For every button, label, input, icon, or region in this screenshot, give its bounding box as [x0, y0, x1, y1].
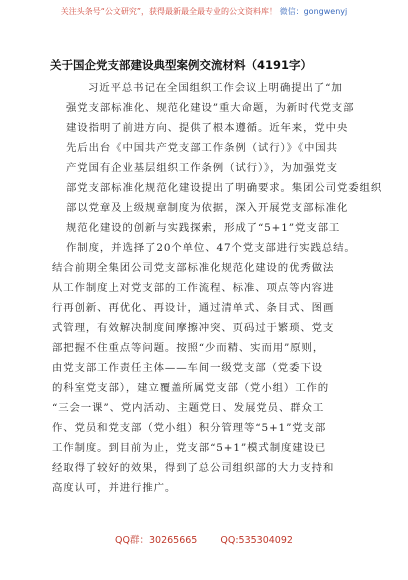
body-line: 工作制度。到目前为止，党支部“5+1”模式制度建设已: [52, 442, 327, 454]
header-promo-text: 关注头条号“公文研究”，获得最新最全最专业的公文资料库！: [60, 7, 278, 16]
body-line: 从工作制度上对党支部的工作流程、标准、项点等内容进: [52, 282, 335, 294]
body-line: 建设指明了前进方向、提供了根本遵循。近年来，党中央: [66, 122, 349, 134]
footer-qq: QQ:535304092: [220, 535, 293, 546]
body-line: 行再创新、再优化、再设计，通过清单式、条目式、图画: [52, 302, 335, 314]
body-line: 作制度，并选择了20个单位、47个党支部进行实践总结。: [66, 242, 356, 254]
body-line: 高度认可，并进行推广。: [52, 482, 177, 494]
body-line: 规范化建设的创新与实践探索，形成了“5+1”党支部工: [66, 222, 341, 234]
document-body: [52, 78, 383, 498]
body-line: 经取得了较好的效果，得到了总公司组织部的大力支持和: [52, 462, 335, 474]
body-line: 作、党员和党支部（党小组）积分管理等“5+1”党支部: [52, 422, 327, 434]
header-wechat-text: 微信：gongwenyj: [279, 7, 348, 16]
footer-qq-group: QQ群：30265665: [115, 535, 198, 546]
body-line: 先后出台《中国共产党支部工作条例（试行）》《中国共: [66, 142, 338, 154]
body-line: 习近平总书记在全国组织工作会议上明确提出了“加: [88, 82, 343, 94]
header-banner: [0, 6, 408, 17]
body-line: 部以党章及上级规章制度为依据，深入开展党支部标准化: [66, 202, 349, 214]
body-line: 的科室党支部），建立覆盖所属党支部（党小组）工作的: [52, 382, 330, 394]
body-line: “三会一课”、党内活动、主题党日、发展党员、群众工: [52, 402, 325, 414]
body-line: 部党支部标准化规范化建设提出了明确要求。集团公司党委组织: [66, 182, 383, 194]
body-line: 产党国有企业基层组织工作条例（试行）》，为加强党支: [66, 162, 338, 174]
body-line: 式管理，有效解决制度间摩擦冲突、页码过于繁琐、党支: [52, 322, 335, 334]
footer-contact: [0, 532, 408, 546]
body-line: 由党支部工作责任主体——车间一级党支部（党委下设: [52, 362, 323, 374]
body-line: 强党支部标准化、规范化建设”重大命题，为新时代党支部: [66, 102, 355, 114]
document-title: 关于国企党支部建设典型案例交流材料（4191字）: [50, 58, 313, 72]
body-line: 结合前期全集团公司党支部标准化规范化建设的优秀做法: [52, 262, 335, 274]
body-line: 部把握不住重点等问题。按照“少而精、实而用”原则，: [52, 342, 325, 354]
